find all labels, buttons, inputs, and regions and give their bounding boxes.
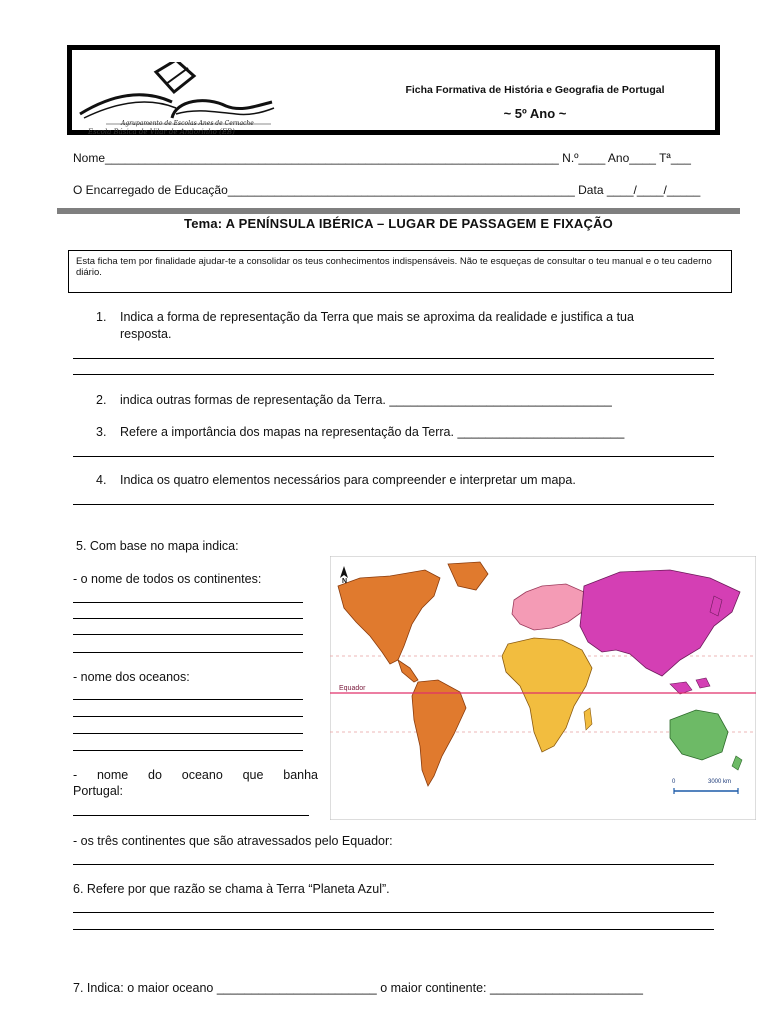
answer-line[interactable] bbox=[73, 716, 303, 717]
answer-line[interactable] bbox=[73, 618, 303, 619]
logo-caption: Agrupamento de Escolas Anes de Cernache bbox=[121, 120, 254, 127]
guardian-field-line[interactable]: O Encarregado de Educação____________________________________________________ Data ____/____/_____ bbox=[73, 183, 701, 197]
school-logo bbox=[76, 62, 276, 136]
answer-line[interactable] bbox=[73, 504, 714, 505]
q5-portugal-ocean-prompt: - nome do oceano que banha bbox=[73, 768, 318, 782]
q4-number: 4. bbox=[96, 473, 107, 487]
q5-text: 5. Com base no mapa indica: bbox=[76, 539, 239, 553]
q5-oceans-prompt: - nome dos oceanos: bbox=[73, 670, 190, 684]
name-field-line[interactable]: Nome____________________________________________________________________ N.º____ Ano____ Tª___ bbox=[73, 151, 691, 165]
q3-text: Refere a importância dos mapas na representação da Terra. ________________________ bbox=[120, 425, 625, 439]
answer-line[interactable] bbox=[73, 815, 309, 816]
q5-continents-prompt: - o nome de todos os continentes: bbox=[73, 572, 262, 586]
q5-portugal-ocean-prompt-cont: Portugal: bbox=[73, 784, 124, 798]
worksheet-title: Ficha Formativa de História e Geografia de Portugal bbox=[405, 84, 665, 96]
q7-text: 7. Indica: o maior oceano _______________________ o maior continente: ______________________ bbox=[73, 981, 643, 995]
scale-zero-label: 0 bbox=[672, 779, 676, 785]
q4-text: Indica os quatro elementos necessários para compreender e interpretar um mapa. bbox=[120, 473, 576, 487]
answer-line[interactable] bbox=[73, 929, 714, 930]
logo-signature: Escola Básica de Vilar de Andorinho (EB) bbox=[88, 128, 235, 136]
section-divider bbox=[57, 208, 740, 214]
scale-max-label: 3000 km bbox=[708, 779, 732, 785]
world-map bbox=[330, 556, 756, 820]
worksheet-grade: ~ 5º Ano ~ bbox=[503, 106, 567, 121]
q2-text: indica outras formas de representação da Terra. ________________________________ bbox=[120, 393, 612, 407]
worksheet-header bbox=[67, 45, 720, 135]
q6-text: 6. Refere por que razão se chama à Terra “Planeta Azul”. bbox=[73, 882, 390, 896]
answer-line[interactable] bbox=[73, 750, 303, 751]
q1-number: 1. bbox=[96, 310, 107, 324]
instructions-text: Esta ficha tem por finalidade ajudar-te a consolidar os teus conhecimentos indispensáveis. Não te esqueças de consultar o teu manual e o teu caderno diário. bbox=[76, 256, 712, 278]
answer-line[interactable] bbox=[73, 912, 714, 913]
answer-line[interactable] bbox=[73, 864, 714, 865]
q5-equator-prompt: - os três continentes que são atravessados pelo Equador: bbox=[73, 834, 393, 848]
answer-line[interactable] bbox=[73, 456, 714, 457]
q2-number: 2. bbox=[96, 393, 107, 407]
q3-number: 3. bbox=[96, 425, 107, 439]
answer-line[interactable] bbox=[73, 602, 303, 603]
answer-line[interactable] bbox=[73, 634, 303, 635]
worksheet-theme: Tema: A PENÍNSULA IBÉRICA – LUGAR DE PASSAGEM E FIXAÇÃO bbox=[184, 216, 613, 231]
answer-line[interactable] bbox=[73, 374, 714, 375]
instructions-box bbox=[68, 250, 732, 293]
answer-line[interactable] bbox=[73, 733, 303, 734]
equator-label: Equador bbox=[339, 685, 366, 692]
q1-text-cont: resposta. bbox=[120, 327, 172, 341]
q1-text: Indica a forma de representação da Terra que mais se aproxima da realidade e justifica a tua bbox=[120, 310, 634, 324]
world-map-graphic bbox=[330, 556, 756, 820]
answer-line[interactable] bbox=[73, 358, 714, 359]
answer-line[interactable] bbox=[73, 652, 303, 653]
north-label: N bbox=[342, 578, 348, 585]
answer-line[interactable] bbox=[73, 699, 303, 700]
